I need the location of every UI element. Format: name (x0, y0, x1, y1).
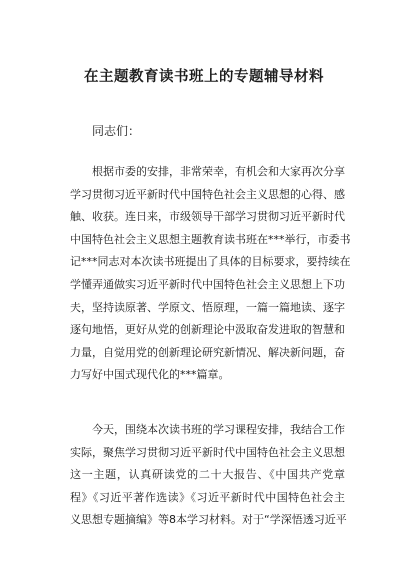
paragraph-line: 逐句地悟，更好从党的创新理论中汲取奋发进取的智慧和 (70, 323, 345, 337)
paragraph-line: 触、收获。连日来，市级领导干部学习贯彻习近平新时代 (70, 210, 345, 224)
paragraph-line: 学习贯彻习近平新时代中国特色社会主义思想的心得、感 (70, 187, 345, 201)
paragraph-line: 义思想专题摘编》等8本学习材料。对于“学深悟透习近平 (70, 513, 347, 527)
paragraph-line: 程》《习近平著作选读》《习近平新时代中国特色社会主 (70, 490, 345, 504)
paragraph-line: 中国特色社会主义思想主题教育读书班在***举行，市委书 (70, 232, 351, 246)
paragraph-line: 今天，围绕本次读书班的学习课程安排，我结合工作 (70, 423, 345, 436)
paragraph-line: 力量，自觉用党的创新理论研究新情况、解决新问题，奋 (70, 345, 345, 359)
paragraph-line: 夫，坚持读原著、学原文、悟原理，一篇一篇地读、逐字 (70, 300, 345, 314)
paragraph-line: 学懂弄通做实习近平新时代中国特色社会主义思想上下功 (70, 277, 345, 291)
paragraph-line: 实际，聚焦学习贯彻习近平新时代中国特色社会主义思想 (70, 445, 345, 459)
paragraph-2 (70, 419, 345, 532)
paragraph-line: 力写好中国式现代化的***篇章。 (70, 368, 230, 382)
paragraph-line: 这一主题，认真研读党的二十大报告、《中国共产党章 (70, 468, 345, 482)
paragraph-1 (70, 161, 351, 387)
salutation: 同志们： (92, 124, 141, 138)
document-title: 在主题教育读书班上的专题辅导材料 (84, 69, 324, 85)
paragraph-line: 记***同志对本次读书班提出了具体的目标要求，要持续在 (70, 255, 351, 269)
paragraph-line: 根据市委的安排，非常荣幸，有机会和大家再次分享 (70, 165, 345, 178)
